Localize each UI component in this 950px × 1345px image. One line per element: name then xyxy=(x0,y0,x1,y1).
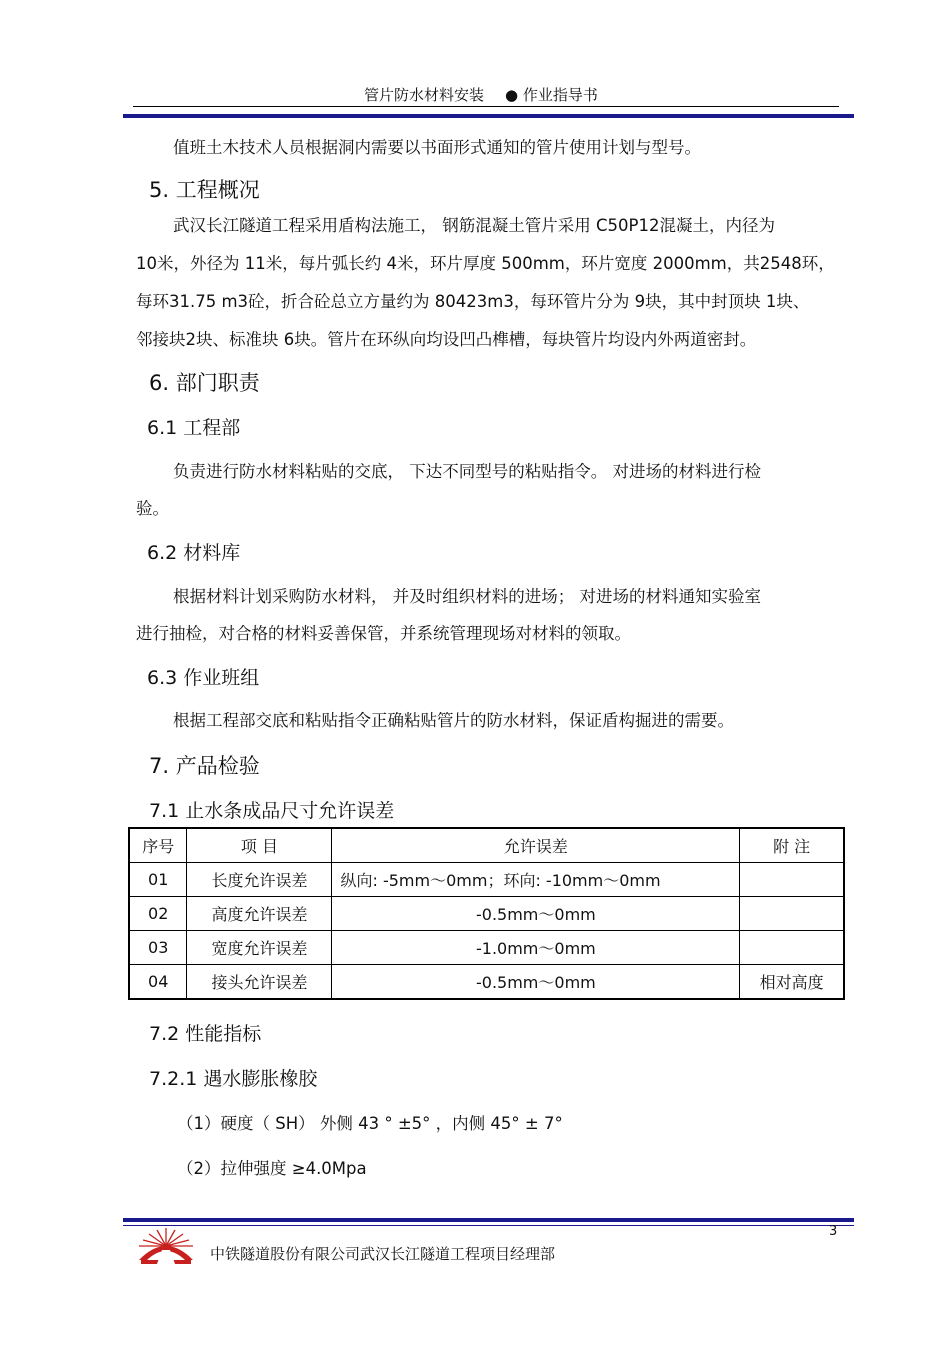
tolerance-table xyxy=(128,827,845,1000)
table-cell: 02 xyxy=(129,897,187,931)
s6-2-line-2: 进行抽检，对合格的材料妥善保管，并系统管理现场对材料的领取。 xyxy=(136,624,631,643)
s6-3-line-1: 根据工程部交底和粘贴指令正确粘贴管片的防水材料，保证盾构掘进的需要。 xyxy=(173,711,734,730)
s6-1-line-2: 验。 xyxy=(136,499,169,518)
s5-line-3: 每环31.75 m3砼，折合砼总立方量约为 80423m3，每环管片分为 9块，其中封顶块 1块、 xyxy=(136,292,810,311)
table-cell: -0.5mm～0mm xyxy=(332,965,740,1000)
bullet-icon: ● xyxy=(505,86,519,104)
table-header-cell: 附 注 xyxy=(740,828,844,863)
header-subtitle: ● 作业指导书 xyxy=(505,86,598,104)
table-cell: 宽度允许误差 xyxy=(187,931,332,965)
table-cell: 长度允许误差 xyxy=(187,863,332,897)
table-row xyxy=(129,965,844,1000)
section-7-2-1-heading: 7.2.1 遇水膨胀橡胶 xyxy=(149,1068,318,1090)
table-cell: 接头允许误差 xyxy=(187,965,332,1000)
section-7-1-heading: 7.1 止水条成品尺寸允许误差 xyxy=(149,800,395,822)
company-logo-icon xyxy=(135,1226,197,1268)
s5-line-2: 10米，外径为 11米，每片弧长约 4米，环片厚度 500mm，环片宽度 2000mm，共2548环， xyxy=(136,254,835,273)
table-cell: -0.5mm～0mm xyxy=(332,897,740,931)
spec-item-tensile: （2）拉伸强度 ≥4.0Mpa xyxy=(177,1159,367,1178)
footer-rule-thick xyxy=(123,1218,854,1222)
section-6-heading: 6. 部门职责 xyxy=(149,371,260,395)
table-header-cell: 允许误差 xyxy=(332,828,740,863)
table-cell: 纵向: -5mm～0mm；环向: -10mm～0mm xyxy=(332,863,740,897)
header-rule-thick xyxy=(123,114,854,118)
table-cell: 高度允许误差 xyxy=(187,897,332,931)
table-cell: -1.0mm～0mm xyxy=(332,931,740,965)
header-rule-thin xyxy=(133,106,839,107)
table-row xyxy=(129,863,844,897)
table-cell: 相对高度 xyxy=(740,965,844,1000)
table-row xyxy=(129,897,844,931)
s5-line-4: 邻接块2块、标准块 6块。管片在环纵向均设凹凸榫槽，每块管片均设内外两道密封。 xyxy=(136,330,757,349)
s5-line-1: 武汉长江隧道工程采用盾构法施工， 钢筋混凝土管片采用 C50P12混凝土，内径为 xyxy=(173,216,775,235)
page-number: 3 xyxy=(829,1224,838,1239)
table-header-row xyxy=(129,828,844,863)
table-cell xyxy=(740,897,844,931)
section-6-1-heading: 6.1 工程部 xyxy=(147,417,241,439)
table-row xyxy=(129,931,844,965)
footer-rule-thin xyxy=(123,1225,854,1226)
section-7-heading: 7. 产品检验 xyxy=(149,754,260,778)
s6-2-line-1: 根据材料计划采购防水材料， 并及时组织材料的进场； 对进场的材料通知实验室 xyxy=(173,587,761,606)
table-cell: 04 xyxy=(129,965,187,1000)
section-5-heading: 5. 工程概况 xyxy=(149,178,260,202)
s6-1-line-1: 负责进行防水材料粘贴的交底， 下达不同型号的粘贴指令。 对进场的材料进行检 xyxy=(173,462,761,481)
section-7-2-heading: 7.2 性能指标 xyxy=(149,1023,262,1045)
table-cell xyxy=(740,863,844,897)
header-title: 管片防水材料安装 xyxy=(364,86,485,104)
table-cell: 03 xyxy=(129,931,187,965)
section-6-2-heading: 6.2 材料库 xyxy=(147,542,241,564)
section-6-3-heading: 6.3 作业班组 xyxy=(147,667,260,689)
spec-item-hardness: （1）硬度（ SH） 外侧 43 ° ±5° ，内侧 45° ± 7° xyxy=(177,1114,563,1133)
table-cell: 01 xyxy=(129,863,187,897)
intro-paragraph: 值班土木技术人员根据洞内需要以书面形式通知的管片使用计划与型号。 xyxy=(173,138,701,157)
table-header-cell: 序号 xyxy=(129,828,187,863)
table-cell xyxy=(740,931,844,965)
footer-company-name: 中铁隧道股份有限公司武汉长江隧道工程项目经理部 xyxy=(210,1245,556,1263)
table-header-cell: 项 目 xyxy=(187,828,332,863)
